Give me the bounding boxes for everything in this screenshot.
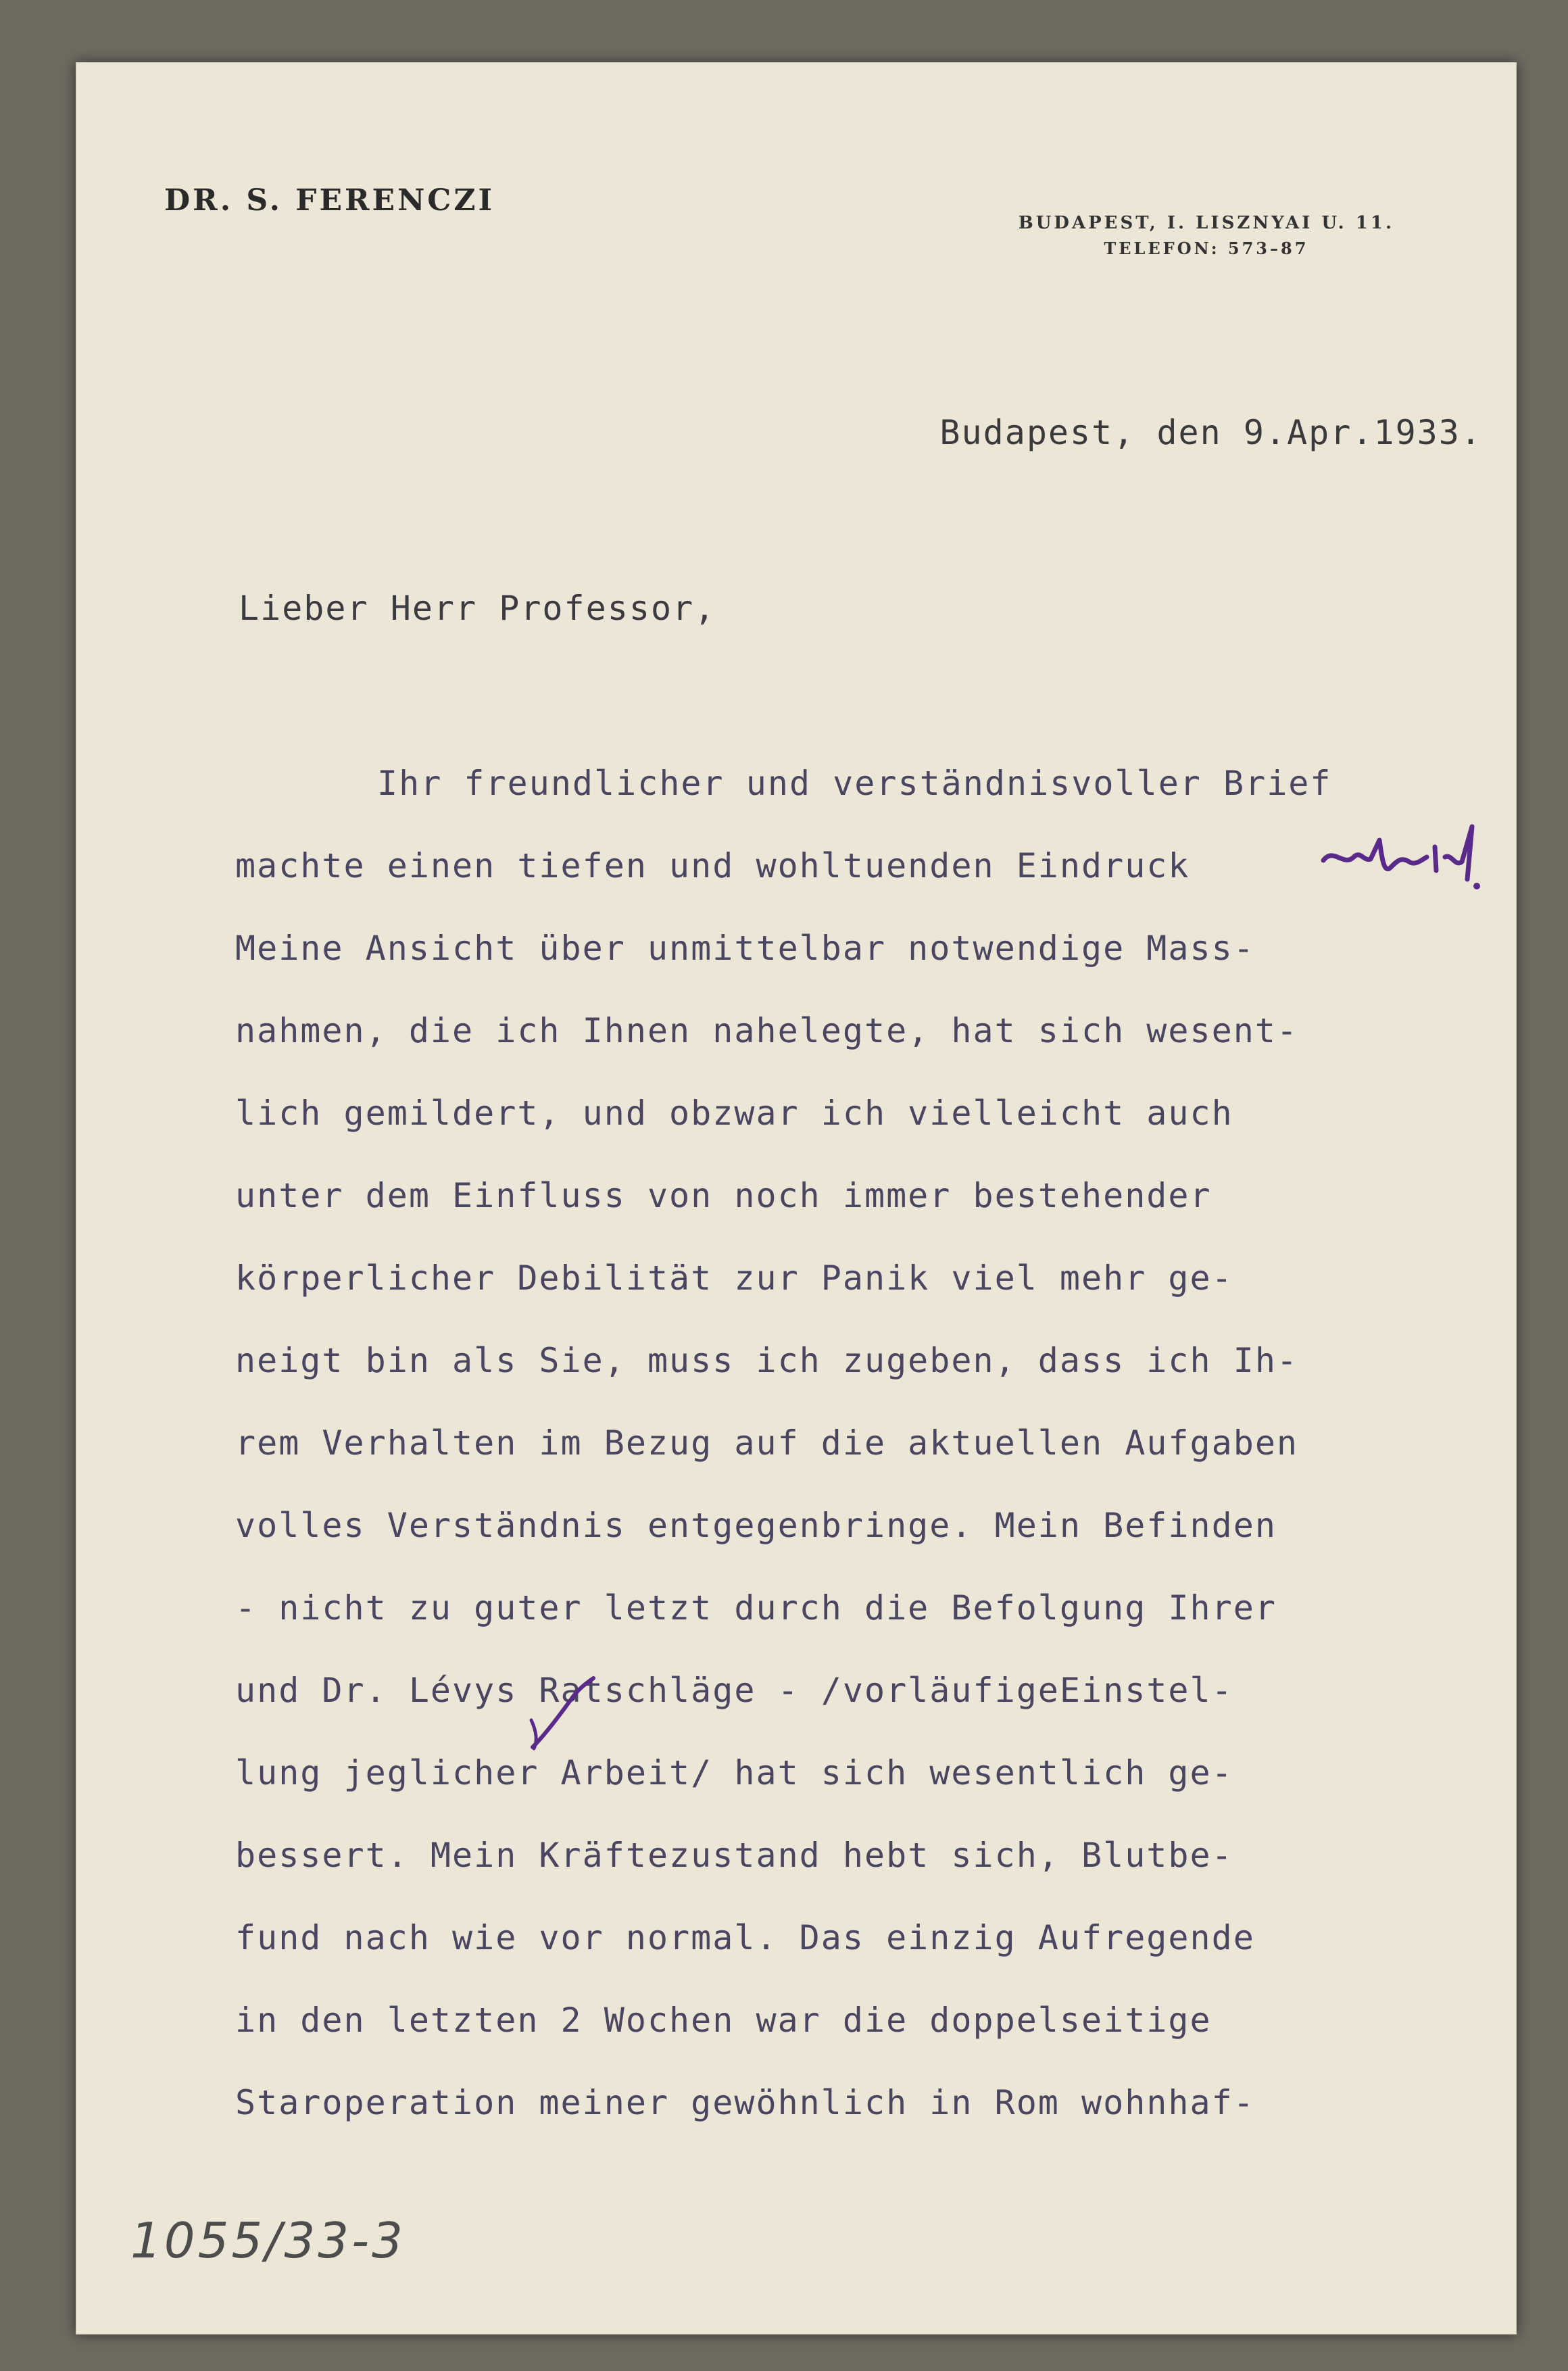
body-line: machte einen tiefen und wohltuenden Eindruck bbox=[235, 846, 1190, 885]
body-line: nahmen, die ich Ihnen nahelegte, hat sich wesent- bbox=[235, 1011, 1299, 1050]
body-line: lung jeglicher Arbeit/ hat sich wesentlich ge- bbox=[235, 1753, 1233, 1792]
letterhead-address-block bbox=[1019, 213, 1394, 258]
body-line: - nicht zu guter letzt durch die Befolgung Ihrer bbox=[235, 1588, 1277, 1628]
body-line: Meine Ansicht über unmittelbar notwendige Mass- bbox=[235, 929, 1255, 968]
body-line: und Dr. Lévys Ratschläge - /vorläufigeEinstel- bbox=[235, 1671, 1233, 1710]
archive-number: 1055/33-3 bbox=[130, 2212, 406, 2269]
letterhead-address: BUDAPEST, I. LISZNYAI U. 11. bbox=[1018, 213, 1394, 233]
body-line: volles Verständnis entgegenbringe. Mein Befinden bbox=[235, 1506, 1277, 1545]
salutation: Lieber Herr Professor, bbox=[239, 589, 716, 628]
letterhead-name: DR. S. FERENCZI bbox=[164, 183, 495, 218]
dateline: Budapest, den 9.Apr.1933. bbox=[939, 413, 1482, 452]
body-line: fund nach wie vor normal. Das einzig Aufregende bbox=[235, 1918, 1255, 1957]
body-line: Staroperation meiner gewöhnlich in Rom wohnhaf- bbox=[235, 2083, 1255, 2122]
handwritten-insertion-mark bbox=[1320, 820, 1482, 894]
body-line: bessert. Mein Kräftezustand hebt sich, Blutbe- bbox=[235, 1836, 1233, 1875]
body-line: körperlicher Debilität zur Panik viel mehr ge- bbox=[235, 1258, 1233, 1298]
letterhead-telephone: TELEFON: 573–87 bbox=[1104, 239, 1309, 258]
body-line: in den letzten 2 Wochen war die doppelseitige bbox=[235, 2001, 1212, 2040]
body-line: lich gemildert, und obzwar ich vielleicht auch bbox=[235, 1094, 1233, 1133]
letter-body bbox=[235, 742, 1486, 2144]
body-line: unter dem Einfluss von noch immer bestehender bbox=[235, 1176, 1212, 1215]
body-line: Ihr freundlicher und verständnisvoller Brief bbox=[377, 764, 1332, 803]
body-line: neigt bin als Sie, muss ich zugeben, dass ich Ih- bbox=[235, 1341, 1299, 1380]
letter-page bbox=[76, 62, 1517, 2335]
body-line: rem Verhalten im Bezug auf die aktuellen Aufgaben bbox=[235, 1423, 1299, 1463]
handwritten-correction-mark bbox=[519, 1673, 614, 1754]
